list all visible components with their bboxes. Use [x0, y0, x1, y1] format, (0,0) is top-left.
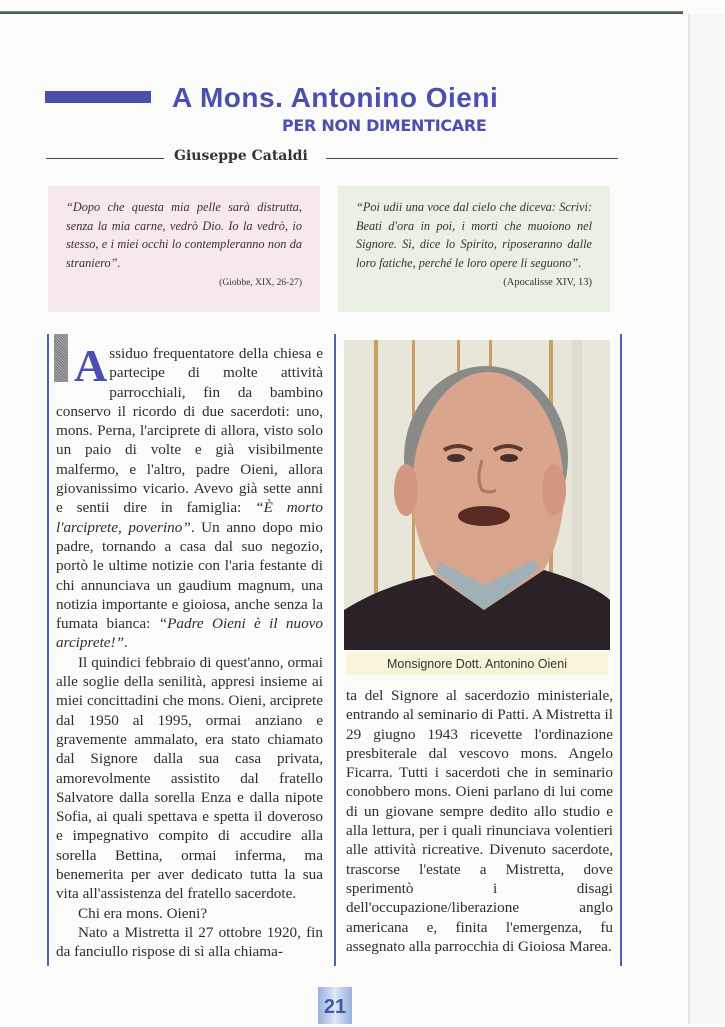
paragraph-text: . Un anno dopo mio padre, tornando a casa dal suo negozio, portò le ultime notizie con l'aria festante di chi annunciava un gaudium magnum, una notizia importante e gioiosa, anche senza la fumata bianca:	[56, 518, 323, 633]
quote-text: “Poi udii una voce dal cielo che diceva: Scrivi: Beati d'ora in poi, i morti che muoiono nel Signore. Sì, dice lo Spirito, riposeranno dalle loro fatiche, perché le loro opere li seguono”.	[356, 200, 592, 270]
quote-box-job	[48, 186, 320, 312]
paragraph-3: Chi era mons. Oieni?	[78, 904, 208, 922]
title-accent-bar	[45, 91, 151, 103]
page-top-edge	[0, 11, 683, 14]
paragraph-4-continued: ta del Signore al sacerdozio ministeriale, entrando al seminario di Patti. A Mistretta il 29 giugno 1943 ricevette l'ordinazione presbiterale dal vescovo mons. Angelo Ficarra. Tutti i sacerdoti che in seminario conobbero mons. Oieni parlano di lui come di un giovane sempre dedito allo studio e alla lettura, per i quali rinunciava volentieri alle attività ricreative. Divenuto sacerdote, trascorse l'estate a Mistretta, dove sperimentò i disagi dell'occupazione/liberazione anglo americana e, finita l'emergenza, fu assegnato alla parrocchia di Gioiosa Marea.	[346, 687, 613, 955]
quote-reference: (Apocalisse XIV, 13)	[503, 277, 592, 288]
page-edge	[688, 14, 690, 1024]
author-name: Giuseppe Cataldi	[174, 148, 308, 164]
inline-quote: “Padre Oieni è il nuovo arciprete!”	[56, 615, 323, 652]
photo-caption: Monsignore Dott. Antonino Oieni	[346, 653, 608, 675]
next-page-margin	[690, 14, 725, 1024]
paragraph-text: ssiduo frequentatore della chiesa e partecipe di molte attività parrocchiali, fin da bambino conservo il ricordo di due sacerdoti: uno, mons. Perna, l'arciprete di allora, visto solo un paio di volte e già visibilmente malfermo, e l'altro, padre Oieni, allora giovanissimo vicario. Avevo già sette anni e sentii dire in famiglia:	[56, 345, 323, 517]
article-column-1	[56, 340, 323, 962]
portrait-photo	[344, 340, 610, 650]
column-frame-middle	[334, 334, 336, 966]
article-title: A Mons. Antonino Oieni	[172, 82, 499, 113]
paragraph-2: Il quindici febbraio di quest'anno, ormai alle soglie della senilità, appresi insieme ai miei concittadini che mons. Oieni, arciprete dal 1950 al 1995, ormai anziano e gravemente ammalato, era stato chiamato dal Signore dalla sua casa privata, amorevolmente assistito dal fratello Salvatore dalla sorella Enza e dalla nipote Sofia, ai quali spettava e spetta il doveroso e impegnativo compito di accudire alla sorella Bettina, ormai inferma, ma benemerita per aver dedicato tutta la sua vita all'assistenza del fratello sacerdote.	[56, 653, 323, 903]
inline-quote: “È morto l'arciprete, poverino”	[56, 499, 323, 536]
dropcap-letter: A	[74, 340, 108, 391]
column-frame-right	[620, 334, 622, 966]
author-rule-left	[46, 158, 164, 159]
quote-text: “Dopo che questa mia pelle sarà distrutta, senza la mia carne, vedrò Dio. Io la vedrò, io stesso, e i miei occhi lo contempleranno non da straniero”.	[66, 200, 302, 270]
quote-box-apocalypse	[338, 186, 610, 312]
author-rule-right	[326, 158, 618, 159]
paragraph-1	[56, 340, 323, 653]
article-subtitle: PER NON DIMENTICARE	[282, 116, 487, 135]
portrait-image	[344, 340, 610, 650]
paragraph-4: Nato a Mistretta il 27 ottobre 1920, fin da fanciullo rispose di sì alla chiama-	[56, 923, 323, 961]
quote-reference: (Giobbe, XIX, 26-27)	[219, 278, 302, 288]
column-frame-left	[47, 334, 49, 966]
article-column-2	[346, 686, 613, 956]
paragraph-text: .	[124, 634, 128, 652]
page-number: 21	[318, 987, 352, 1024]
